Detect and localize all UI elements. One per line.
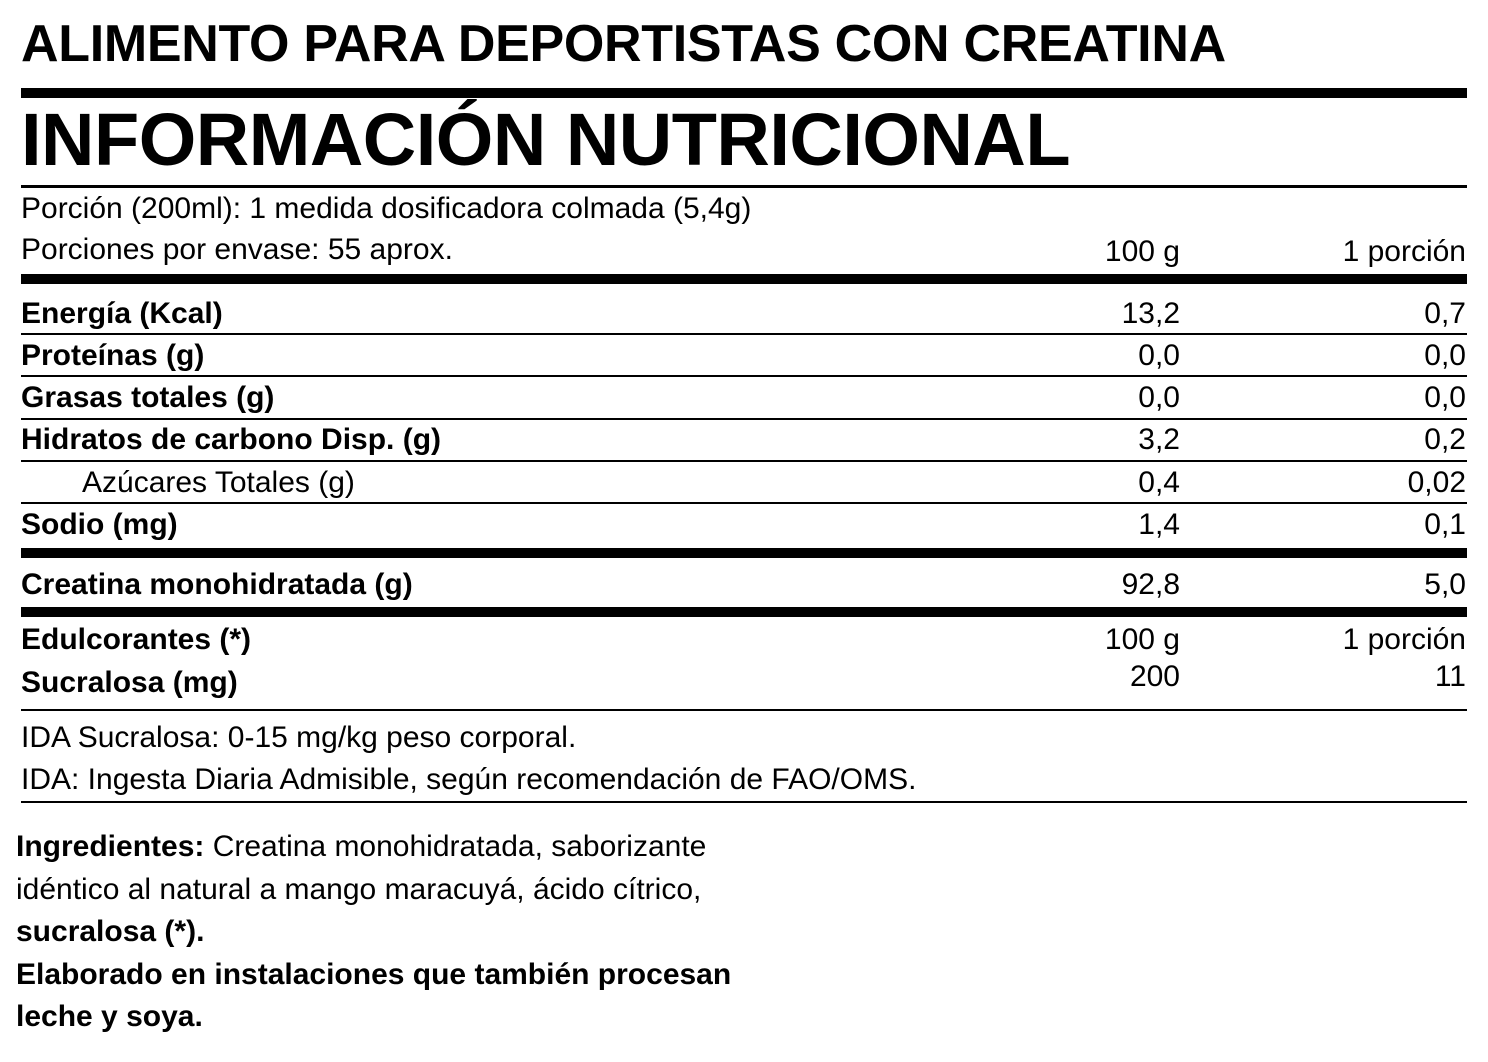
panel-title: INFORMACIÓN NUTRICIONAL [21,98,1071,181]
servings-per-container: Porciones por envase: 55 aprox. [21,233,453,266]
product-name: ALIMENTO PARA DEPORTISTAS CON CREATINA [21,15,1226,73]
nutrient-name-sodium: Sodio (mg) [21,508,178,541]
sweeteners-column-serving: 1 porción [1342,623,1466,656]
section-thick-rule [21,548,1467,558]
nutrient-value-100g: 0,0 [1138,339,1180,372]
row-divider [21,333,1467,335]
section-thick-rule [21,607,1467,617]
nutrient-name-carbs: Hidratos de carbono Disp. (g) [21,423,442,456]
title-bottom-rule [21,185,1467,188]
ingredients-sweetener: sucralosa (*). [16,915,205,948]
nutrient-name-protein: Proteínas (g) [21,339,205,372]
nutrient-value-100g: 3,2 [1138,423,1180,456]
nutrient-value-serving: 0,1 [1424,508,1466,541]
creatine-name: Creatina monohidratada (g) [21,568,413,601]
ingredients-text: Creatina monohidratada, saborizante idéntico al natural a mango maracuyá, ácido cítrico, [16,830,707,906]
nutrient-value-100g: 13,2 [1121,297,1180,330]
facility-warning: Elaborado en instalaciones que también procesan leche y soya. [16,957,732,1033]
nutrient-value-serving: 0,02 [1407,466,1466,499]
column-header-100g: 100 g [1104,235,1180,268]
creatine-value-serving: 5,0 [1424,568,1466,601]
nutrient-name-fat: Grasas totales (g) [21,381,275,414]
nutrient-value-100g: 0,0 [1138,381,1180,414]
notes-rule [21,709,1467,711]
row-divider [21,502,1467,504]
nutrient-value-serving: 0,0 [1424,381,1466,414]
header-thick-rule [21,274,1467,284]
nutrient-value-serving: 0,0 [1424,339,1466,372]
notes-bottom-rule [21,801,1467,803]
nutrient-value-100g: 0,4 [1138,466,1180,499]
ingredients-label: Ingredientes: [16,830,205,863]
creatine-value-100g: 92,8 [1121,568,1180,601]
serving-size: Porción (200ml): 1 medida dosificadora colmada (5,4g) [21,192,752,225]
nutrient-name-energy: Energía (Kcal) [21,297,223,330]
row-divider [21,375,1467,377]
ingredients-block [16,826,756,1039]
sucralose-value-serving: 11 [1434,660,1466,693]
sweeteners-column-100g: 100 g [1104,623,1180,656]
nutrient-value-serving: 0,2 [1424,423,1466,456]
sucralose-name: Sucralosa (mg) [21,666,238,699]
nutrient-value-serving: 0,7 [1424,297,1466,330]
note-ida-sucralose: IDA Sucralosa: 0-15 mg/kg peso corporal. [21,721,577,754]
sucralose-value-100g: 200 [1129,660,1180,693]
sweeteners-header: Edulcorantes (*) [21,623,252,656]
note-ida-definition: IDA: Ingesta Diaria Admisible, según recomendación de FAO/OMS. [21,763,917,796]
nutrient-value-100g: 1,4 [1138,508,1180,541]
column-header-serving: 1 porción [1342,235,1466,268]
nutrient-name-sugars: Azúcares Totales (g) [82,466,355,499]
row-divider [21,460,1467,462]
